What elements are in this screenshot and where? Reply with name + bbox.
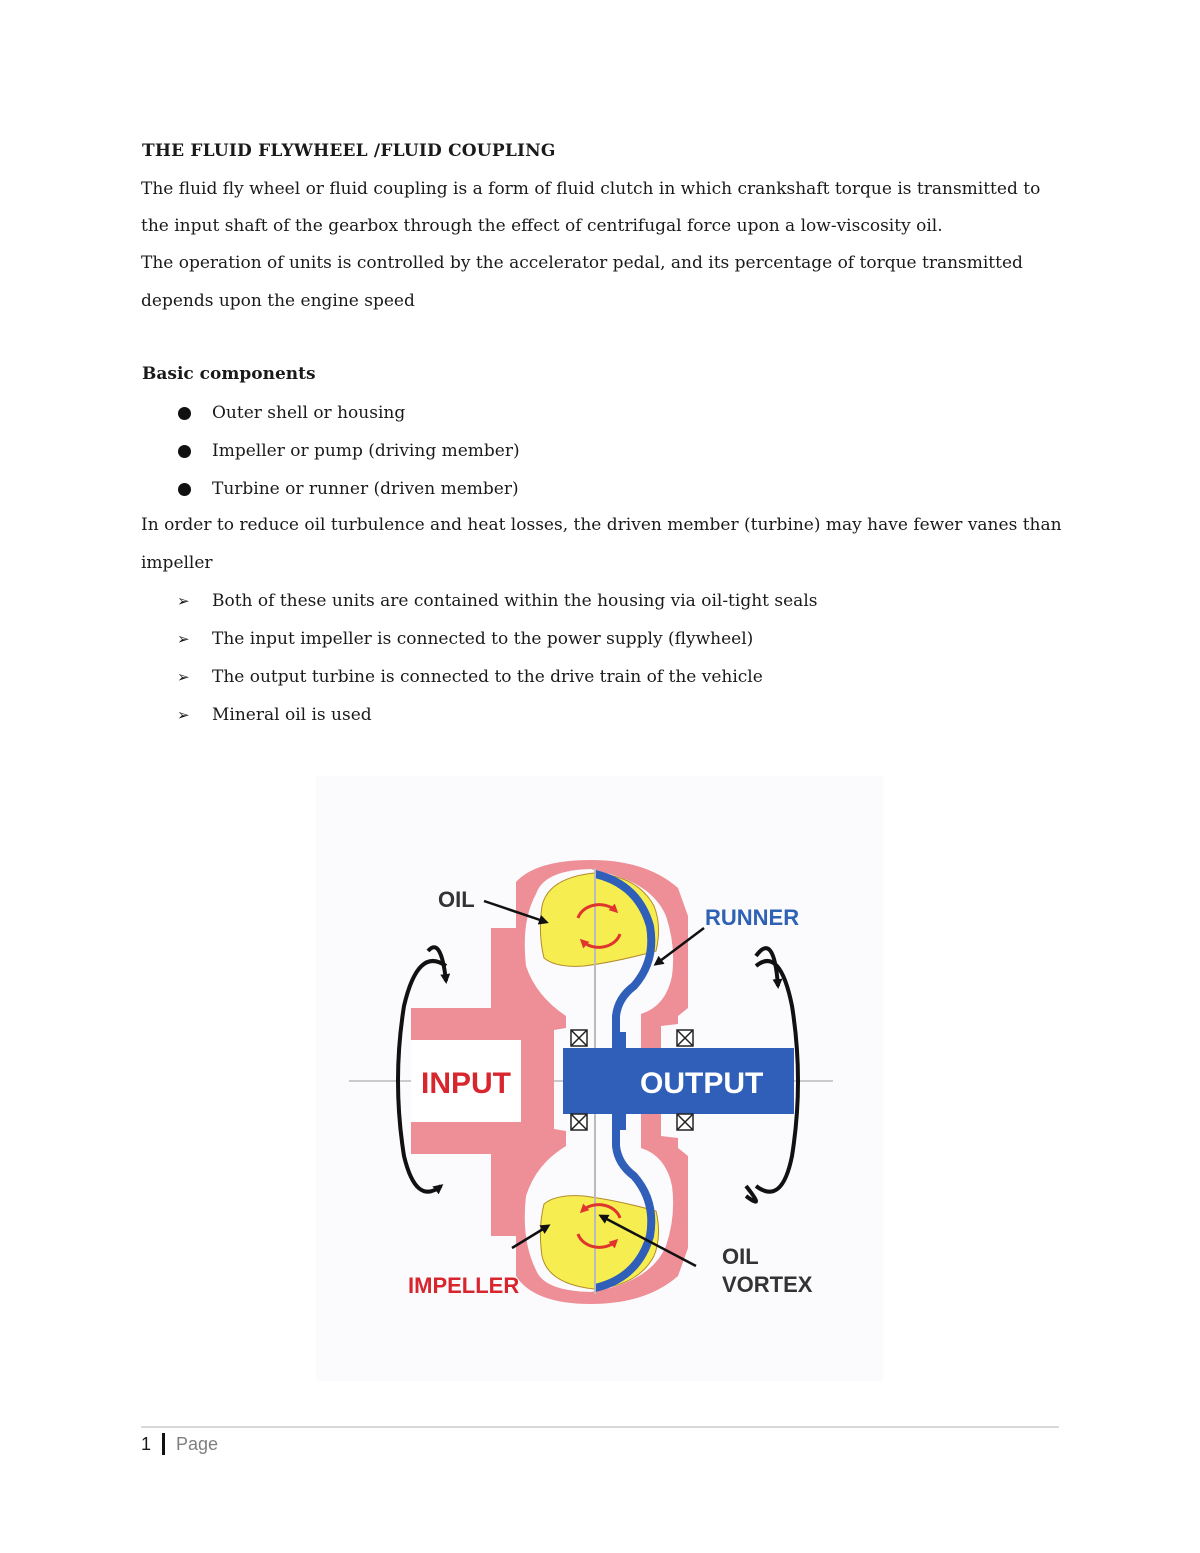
list-item-text: Turbine or runner (driven member) bbox=[212, 479, 519, 499]
list-item-text: Impeller or pump (driving member) bbox=[212, 441, 520, 461]
list-item bbox=[176, 477, 519, 501]
arrow-bullet-icon: ➢ bbox=[177, 630, 190, 648]
body-line: In order to reduce oil turbulence and heat losses, the driven member (turbine) may have fewer vanes than bbox=[141, 515, 1062, 535]
arrow-bullet-icon: ➢ bbox=[177, 592, 190, 610]
bullet-icon bbox=[178, 483, 191, 496]
intro-line: the input shaft of the gearbox through the effect of centrifugal force upon a low-viscosity oil. bbox=[141, 216, 943, 236]
page-number: 1 bbox=[141, 1433, 152, 1454]
label-runner: RUNNER bbox=[705, 905, 800, 930]
list-item-text: The output turbine is connected to the drive train of the vehicle bbox=[212, 667, 763, 687]
intro-line: The fluid fly wheel or fluid coupling is a form of fluid clutch in which crankshaft torque is transmitted to bbox=[141, 179, 1041, 199]
arrow-bullet-icon: ➢ bbox=[177, 668, 190, 686]
intro-line: depends upon the engine speed bbox=[141, 291, 415, 311]
label-oil-vortex-line1: OIL bbox=[722, 1244, 759, 1269]
list-item bbox=[176, 665, 763, 689]
list-item-text: Both of these units are contained within the housing via oil-tight seals bbox=[212, 591, 818, 611]
bullet-icon bbox=[178, 445, 191, 458]
label-oil-vortex-line2: VORTEX bbox=[722, 1272, 813, 1297]
list-item-text: Mineral oil is used bbox=[212, 705, 372, 725]
runner-hub-bottom bbox=[612, 1114, 626, 1130]
bullet-icon bbox=[178, 407, 191, 420]
list-item bbox=[176, 589, 817, 613]
label-impeller: IMPELLER bbox=[408, 1273, 520, 1298]
page-footer bbox=[141, 1433, 218, 1455]
arrow-bullet-icon: ➢ bbox=[177, 706, 190, 724]
list-item-text: Outer shell or housing bbox=[212, 403, 406, 423]
list-item-text: The input impeller is connected to the power supply (flywheel) bbox=[212, 629, 754, 649]
footer-rule bbox=[141, 1426, 1059, 1428]
list-item bbox=[176, 439, 520, 463]
intro-line: The operation of units is controlled by the accelerator pedal, and its percentage of torque transmitted bbox=[141, 253, 1023, 273]
label-output: OUTPUT bbox=[640, 1067, 764, 1100]
fluid-coupling-diagram bbox=[316, 776, 883, 1381]
label-input: INPUT bbox=[421, 1067, 511, 1100]
list-item bbox=[176, 703, 372, 727]
diagram-svg bbox=[316, 776, 883, 1381]
runner-hub-top bbox=[612, 1032, 626, 1048]
list-item bbox=[176, 401, 405, 425]
label-oil: OIL bbox=[438, 887, 475, 912]
body-line: impeller bbox=[141, 553, 213, 573]
page-label: Page bbox=[176, 1433, 219, 1454]
document-title: THE FLUID FLYWHEEL /FLUID COUPLING bbox=[142, 141, 556, 161]
footer-separator bbox=[162, 1433, 165, 1455]
list-item bbox=[176, 627, 753, 651]
components-heading: Basic components bbox=[142, 364, 316, 384]
